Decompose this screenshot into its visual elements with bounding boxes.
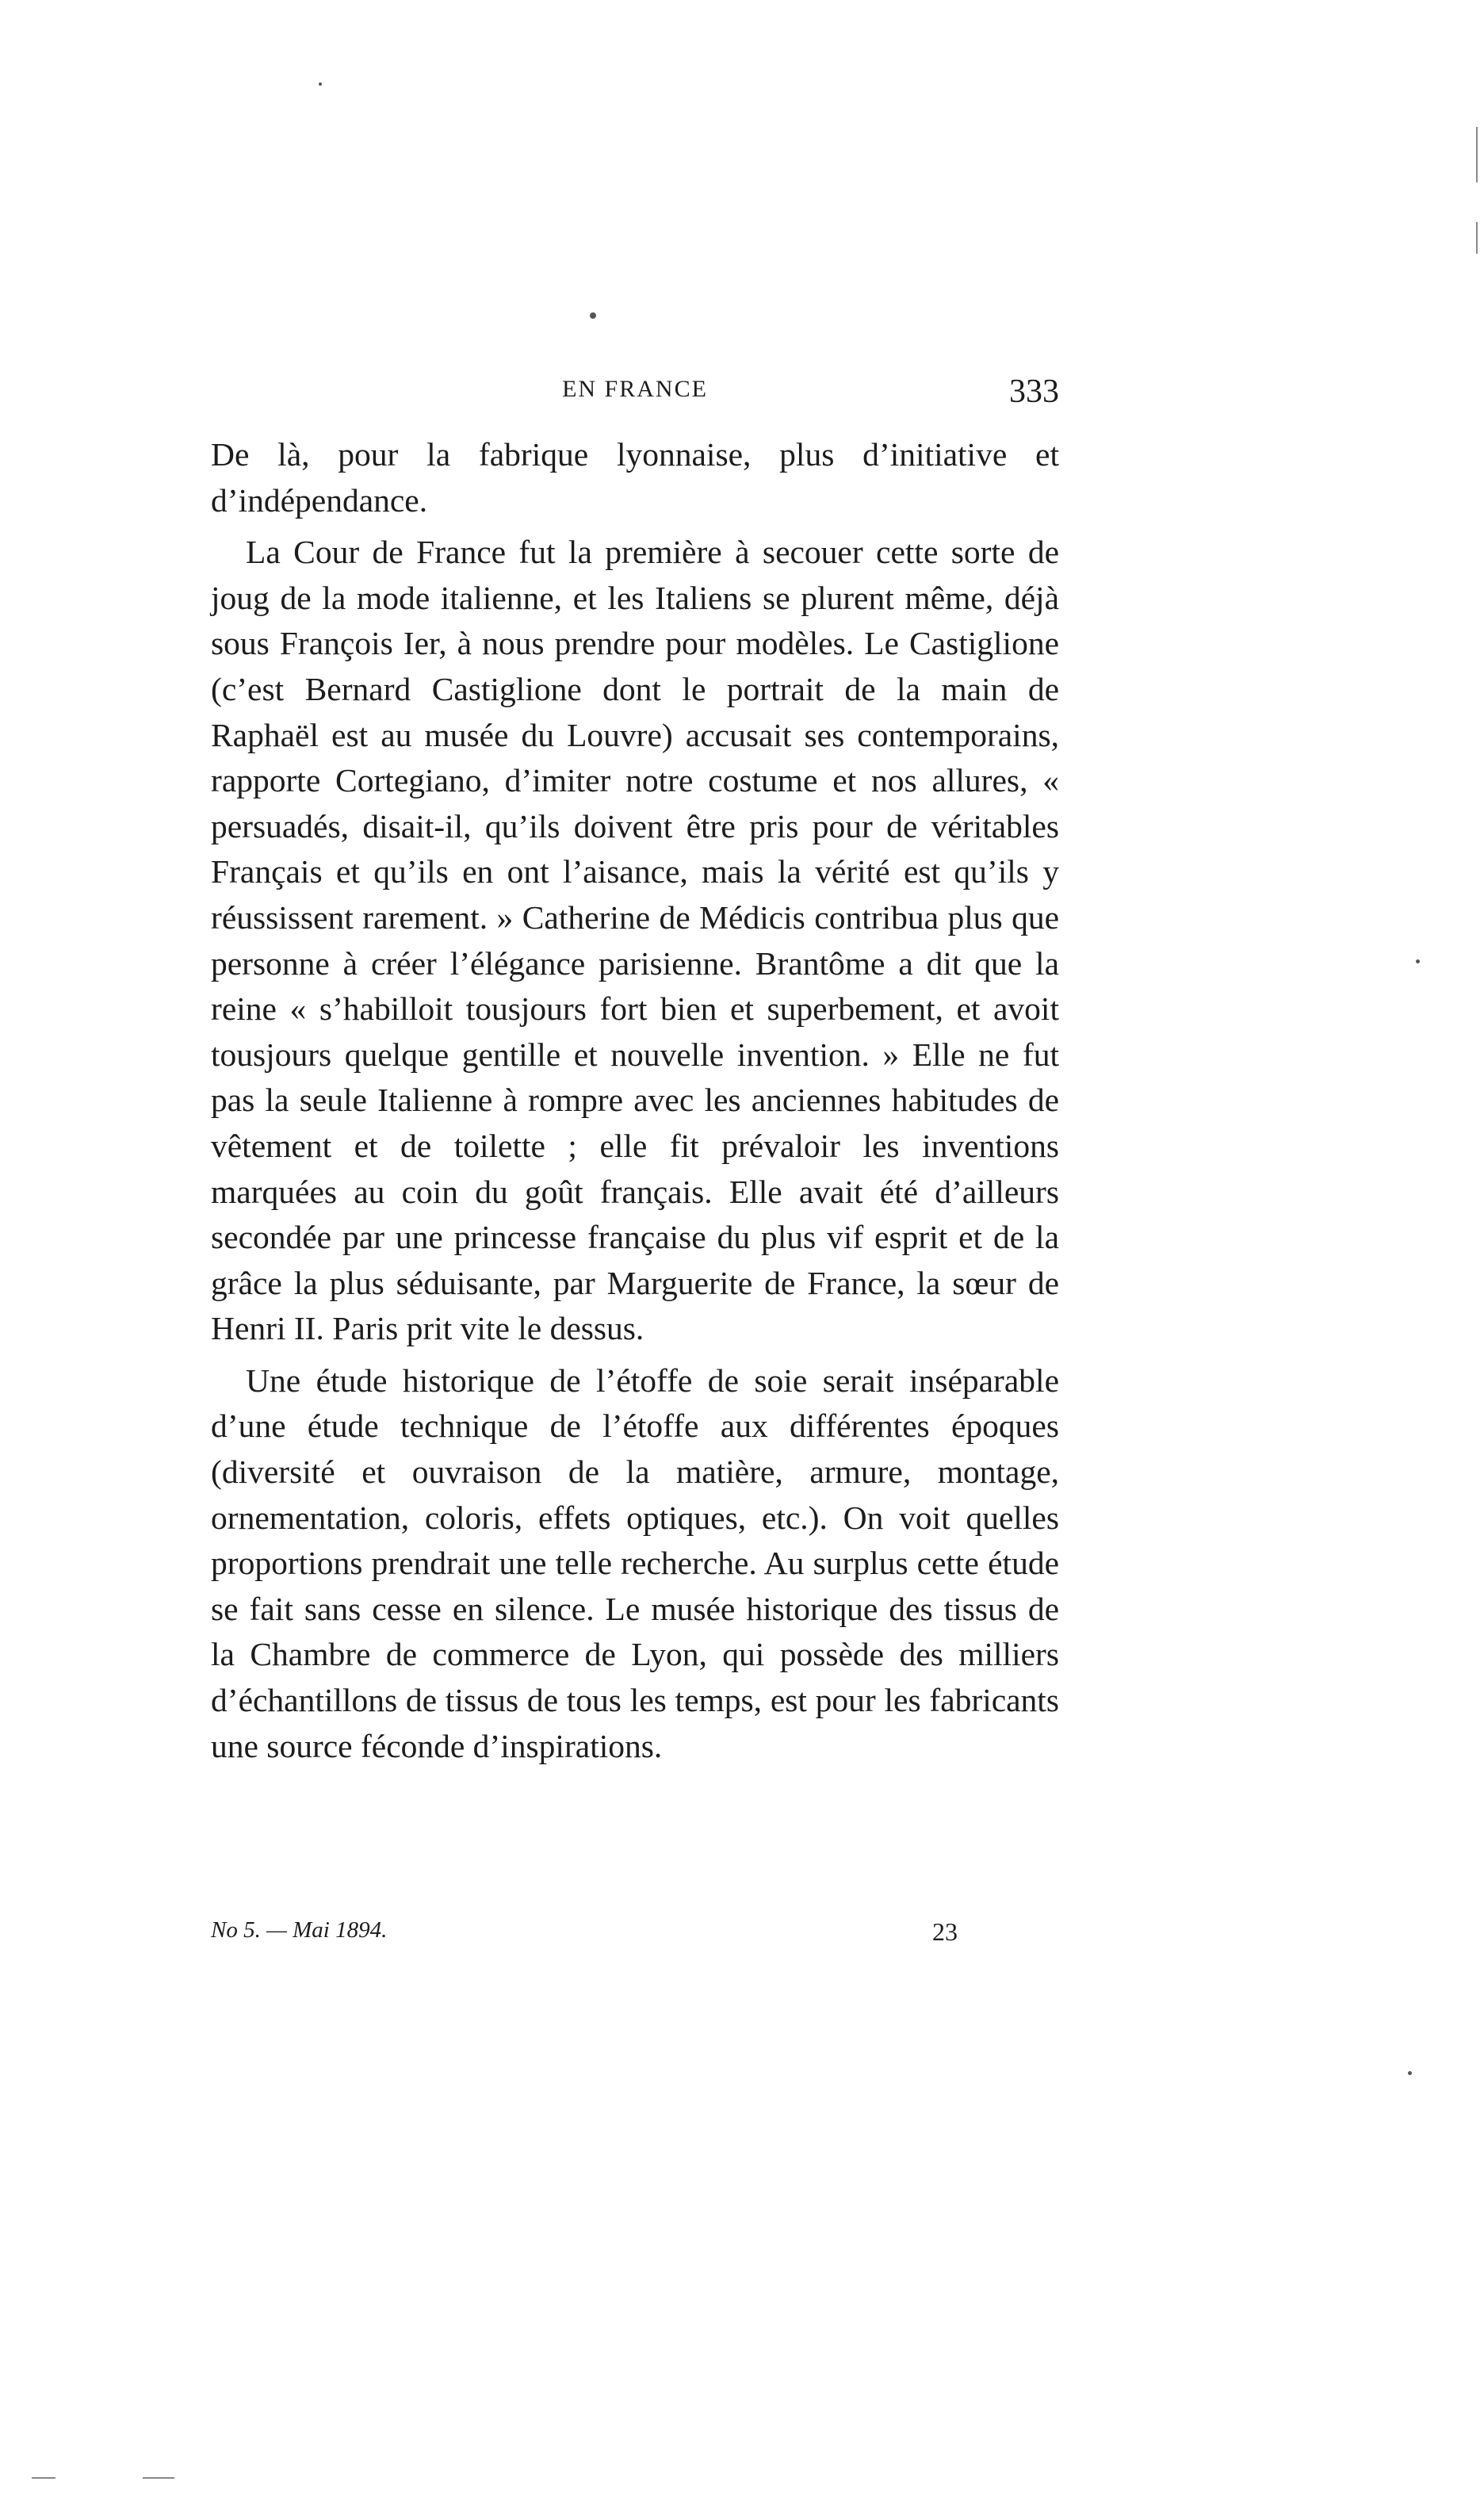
- scan-edge-mark: [1476, 222, 1478, 254]
- signature-mark: 23: [932, 1917, 958, 1946]
- running-head: [211, 373, 1059, 420]
- scan-edge-mark: [143, 2477, 174, 2479]
- page-number: 333: [1009, 373, 1059, 410]
- scan-edge-mark: [1476, 127, 1478, 182]
- paragraph: Une étude historique de l’étoffe de soie serait inséparable d’une étude technique de l’étoffe aux différentes époques (diversité et ouvraison de la matière, armure, montage, ornementation, coloris, effets optiques, etc.). On voit quelles proportions prendrait une telle recherche. Au surplus cette étude se fait sans cesse en silence. Le musée historique des tissus de la Chambre de commerce de Lyon, qui possède des milliers d’échantillons de tissus de tous les temps, est pour les fabricants une source féconde d’inspirations.: [211, 1361, 1059, 1764]
- ink-speck: [1408, 2071, 1412, 2075]
- body-text: [211, 432, 1059, 1769]
- ink-speck: [319, 82, 322, 86]
- paragraph: La Cour de France fut la première à secouer cette sorte de joug de la mode italienne, et les Italiens se plurent même, déjà sous François Ier, à nous prendre pour modèles. Le Castiglione (c’est Bernard Castiglione dont le portrait de la main de Raphaël est au musée du Louvre) accusait ses contemporains, rapporte Cortegiano, d’imiter notre costume et nos allures, « persuadés, disait-il, qu’ils doivent être pris pour de véritables Français et qu’ils en ont l’aisance, mais la vérité est qu’ils y réussissent rarement. » Catherine de Médicis contribua plus que personne à créer l’élégance parisienne. Brantôme a dit que la reine « s’habilloit tousjours fort bien et superbement, et avoit tousjours quelque gentille et nouvelle invention. » Elle ne fut pas la seule Italienne à rompre avec les anciennes habitudes de vêtement et de toilette ; elle fit prévaloir les inventions marquées au coin du goût français. Elle avait été d’ailleurs secondée par une princesse française du plus vif esprit et de la grâce la plus séduisante, par Marguerite de France, la sœur de Henri II. Paris prit vite le dessus.: [211, 534, 1059, 1347]
- issue-line: No 5. — Mai 1894.: [211, 1917, 388, 1943]
- page-footer: [211, 1917, 1059, 1957]
- running-title: EN FRANCE: [562, 376, 708, 402]
- paragraph: De là, pour la fabrique lyonnaise, plus d’initiative et d’indépendance.: [211, 436, 1059, 519]
- ink-speck: [1416, 959, 1420, 963]
- ink-speck: [590, 312, 596, 319]
- scan-edge-mark: [32, 2477, 55, 2479]
